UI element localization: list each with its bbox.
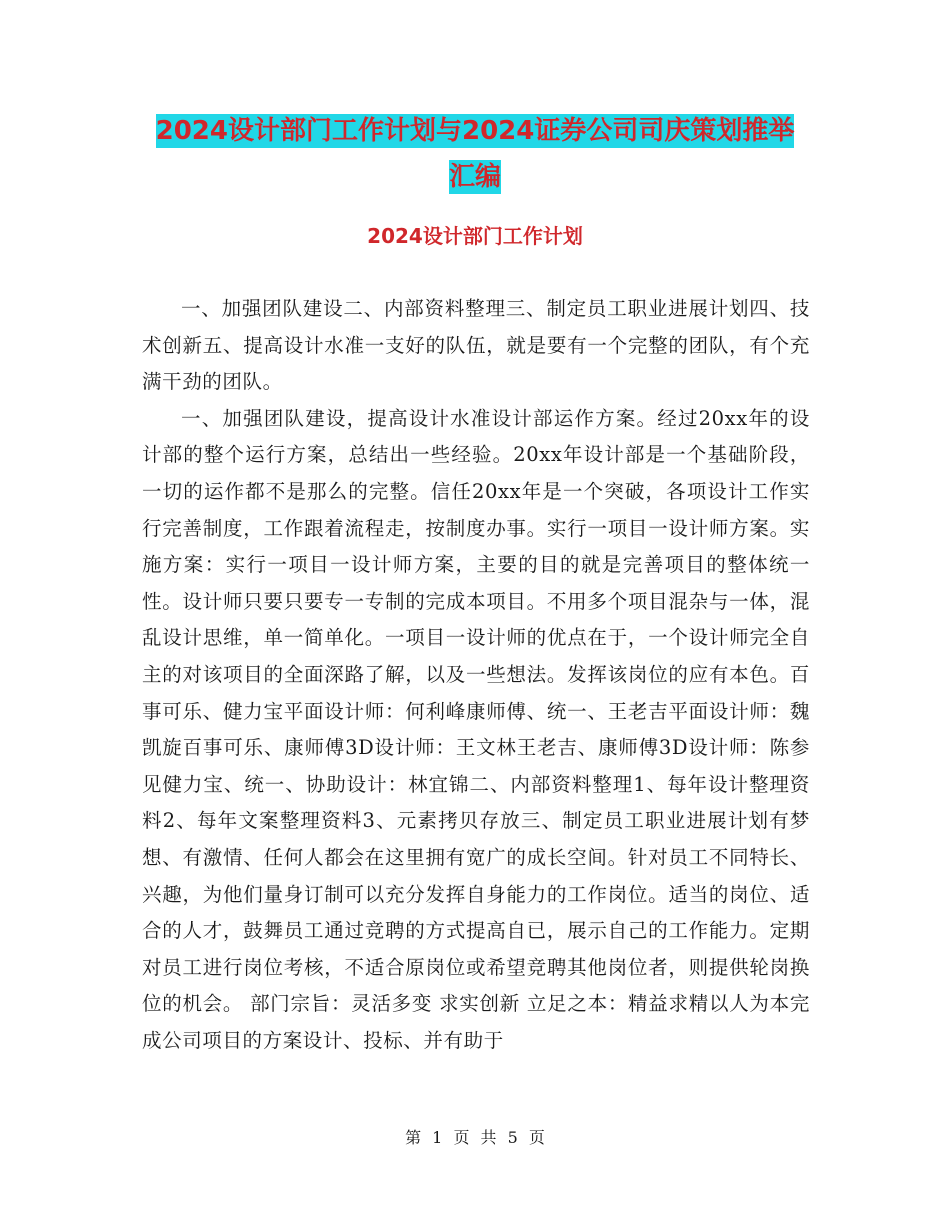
paragraph: 一、加强团队建设二、内部资料整理三、制定员工职业进展计划四、技术创新五、提高设计水准一支好的队伍，就是要有一个完整的团队，有个充满干劲的团队。 xyxy=(142,297,810,394)
document-title-line2: 汇编 xyxy=(448,162,501,192)
document-title-line1: 2024设计部门工作计划与2024证券公司司庆策划推举 xyxy=(155,116,795,146)
page-footer: 第 1 页 共 5 页 xyxy=(405,1128,545,1147)
section-title: 2024设计部门工作计划 xyxy=(367,224,583,248)
paragraph: 一、加强团队建设，提高设计水准设计部运作方案。经过20xx年的设计部的整个运行方案，总结出一些经验。20xx年设计部是一个基础阶段，一切的运作都不是那么的完整。信任20xx年是一个突破，各项设计工作实行完善制度，工作跟着流程走，按制度办事。实行一项目一设计师方案。实施方案：实行一项目一设计师方案，主要的目的就是完善项目的整体统一性。设计师只要只要专一专制的完成本项目。不用多个项目混杂与一体，混乱设计思维，单一简单化。一项目一设计师的优点在于，一个设计师完全自主的对该项目的全面深路了解，以及一些想法。发挥该岗位的应有本色。百事可乐、健力宝平面设计师：何利峰康师傅、统一、王老吉平面设计师：魏凯旋百事可乐、康师傅3D设计师：王文林王老吉、康师傅3D设计师：陈参见健力宝、统一、协助设计：林宜锦二、内部资料整理1、每年设计整理资料2、每年文案整理资料3、元素拷贝存放三、制定员工职业进展计划有梦想、有激情、任何人都会在这里拥有宽广的成长空间。针对员工不同特长、兴趣，为他们量身订制可以充分发挥自身能力的工作岗位。适当的岗位、适合的人才，鼓舞员工通过竞聘的方式提高自已，展示自己的工作能力。定期对员工进行岗位考核，不适合原岗位或希望竞聘其他岗位者，则提供轮岗换位的机会。 部门宗旨：灵活多变 求实创新 立足之本：精益求精以人为本完成公司项目的方案设计、投标、并有助于 xyxy=(142,406,810,1052)
document-title xyxy=(0,108,950,200)
document-body xyxy=(142,291,810,1059)
